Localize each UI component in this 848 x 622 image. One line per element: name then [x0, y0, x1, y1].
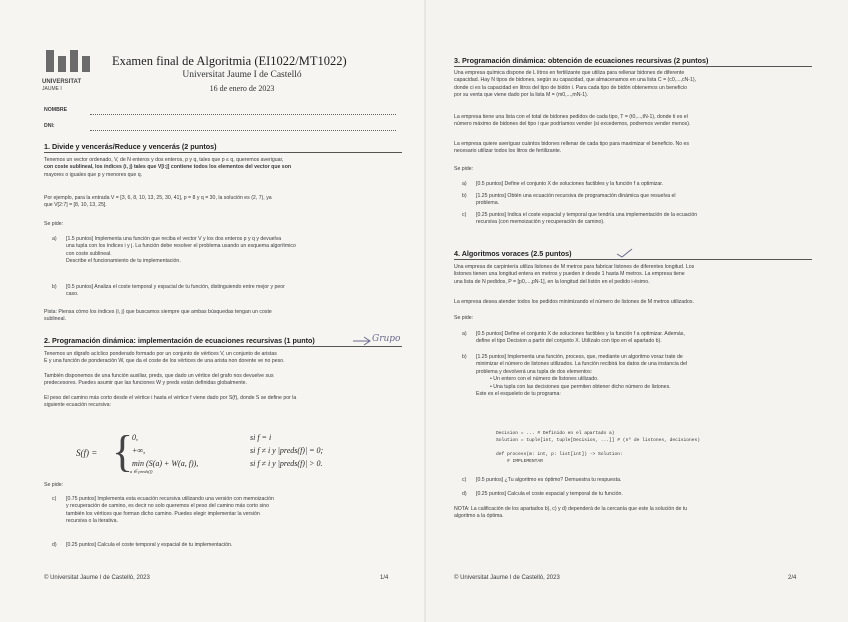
s2-line: siguiente ecuación recursiva:	[44, 402, 111, 409]
s2-paragraph-2	[44, 373, 404, 388]
s3-paragraph-2	[454, 114, 816, 129]
s4-paragraph	[454, 264, 816, 286]
logo-text-1: UNIVERSITAT	[42, 79, 82, 85]
footer-left: © Universitat Jaume I de Castelló, 2023	[44, 575, 150, 581]
s2-line: También disponemos de una función auxiliar, preds, que dado un vértice del grafo nos devuelve sus	[44, 373, 274, 379]
section-4-heading: 4. Algoritmos voraces (2.5 puntos)	[454, 249, 572, 258]
s1-note	[44, 309, 404, 324]
section-1-heading: 1. Divide y vencerás/Reduce y vencerás (2 puntos)	[44, 142, 217, 151]
s3-line: [1.25 puntos] Obtén una ecuación recursiva de programación dinámica que resuelva el	[476, 193, 676, 199]
equation-cond-2: si f ≠ i y |preds(f)| = 0;	[250, 446, 324, 455]
s4-line: define el tipo Decision a partir del conjunto X. Utilízalo con tipo en el apartado b).	[476, 338, 662, 345]
s4-bullet: • Un entero con el número de listones utilizado.	[490, 376, 599, 383]
section-2-rule	[44, 346, 402, 347]
dni-label: DNI:	[44, 123, 55, 129]
equation-case-3: min (S(a) + W(a, f)),	[132, 459, 199, 468]
s4-line: NOTA: La calificación de los apartados b), c) y d) dependerá de la cercanía que este la solución de tu	[454, 506, 688, 512]
s4-item-a	[476, 331, 816, 346]
s1-line: una tupla con los índices i y j. La función debe resolver el problema usando un esquema algorítmico	[66, 243, 296, 250]
s4-note	[454, 506, 816, 521]
section-4-rule	[454, 259, 812, 260]
s4-item-b-marker: b)	[462, 354, 467, 360]
s1-item-a-marker: a)	[52, 236, 57, 242]
s2-line: [0.75 puntos] Implementa esta ecuación recursiva utilizando una versión con memoización	[66, 496, 274, 502]
s4-item-d: [0.25 puntos] Calcula el coste espacial y temporal de tu función.	[476, 491, 623, 497]
s2-line: predecesores. Puedes asumir que las funciones W y preds están definidas globalmente.	[44, 380, 248, 387]
equation-case-1: 0,	[132, 433, 138, 442]
s1-item-b	[66, 284, 402, 299]
s4-item-a-marker: a)	[462, 331, 467, 337]
s2-paragraph-3	[44, 395, 404, 410]
s3-sepide: Se pide:	[454, 166, 474, 172]
s4-item-d-marker: d)	[462, 491, 467, 497]
name-label: NOMBRE	[44, 107, 68, 113]
code-line: Decision = ... # Definido en el apartado a)	[496, 431, 615, 436]
s1-line: Pista: Piensa cómo los índices (i, j) que buscamos siempre que ambas búsquedas tengan un coste	[44, 309, 272, 315]
equation-brace: {	[112, 427, 134, 476]
s3-paragraph-3	[454, 141, 816, 156]
s3-line: donde ci es la capacidad en litros del tipo de bidón i. Para cada tipo de bidón obtenemos un beneficio	[454, 84, 688, 91]
s2-item-c-marker: c)	[52, 496, 57, 502]
s1-line: que V[2:7] = [8, 10, 13, 25].	[44, 202, 107, 209]
s1-line: [1.5 puntos] Implementa una función que reciba el vector V y los dos enteros p y q y devuelva	[66, 236, 282, 242]
footer-left: © Universitat Jaume I de Castelló, 2023	[454, 575, 560, 581]
s1-line: caso.	[66, 291, 79, 298]
s3-item-a: [0.5 puntos] Define el conjunto X de soluciones factibles y la función f a optimizar.	[476, 181, 664, 187]
s4-line: una lista de N pedidos, P = [p0,...,pN-1], en la longitud del listón en el pedido i-ésimo.	[454, 278, 650, 285]
section-1-rule	[44, 152, 402, 153]
s2-line: también los vértices que forman dicho camino. Puedes elegir implementar la versión	[66, 510, 260, 517]
s1-line: con coste sublineal.	[66, 250, 112, 257]
s1-line: [0.5 puntos] Analiza el coste temporal y espacial de tu función, distinguiendo entre mejor y peor	[66, 284, 285, 290]
s4-line: minimizar el número de listones utilizados. La función recibirá los datos de una instancia del	[476, 361, 688, 368]
code-line: # IMPLEMENTAR	[496, 459, 543, 464]
s2-item-d-marker: d)	[52, 542, 57, 548]
handwritten-check-icon	[616, 248, 634, 258]
equation-case-2: +∞,	[132, 446, 146, 455]
section-3-rule	[454, 66, 812, 67]
s1-line: con coste sublineal, los índices (i, j) tales que V[i:j] contiene todos los elementos del vector que son	[44, 164, 292, 171]
handwritten-annotation: Grupo	[372, 334, 401, 344]
s2-line: El peso del camino más corto desde el vértice i hasta el vértice f viene dado por S(f), donde S se define por la	[44, 395, 297, 401]
dni-field[interactable]	[90, 129, 396, 131]
page-2	[426, 0, 848, 622]
s1-sepide: Se pide:	[44, 221, 64, 227]
s3-item-b	[476, 193, 816, 208]
s4-line: Este es el esqueleto de tu programa:	[476, 391, 561, 398]
s1-item-a	[66, 236, 402, 266]
code-line-blank	[496, 444, 816, 451]
s4-paragraph-2: La empresa desea atender todos los pedidos minimizando el número de listones de M metros utilizados.	[454, 299, 694, 305]
s1-line: Describe el funcionamiento de tu implementación.	[66, 258, 181, 265]
code-line: Solution = tuple[int, tuple[Decision, ...]] # (nº de listones, decisiones)	[496, 438, 700, 443]
s3-paragraph	[454, 70, 816, 100]
s2-item-d: [0.25 puntos] Calcula el coste temporal y espacial de tu implementación.	[66, 542, 233, 548]
footer-page-number: 2/4	[788, 575, 797, 581]
s3-line: problema.	[476, 200, 500, 207]
s4-item-c-marker: c)	[462, 477, 467, 483]
s2-paragraph	[44, 351, 404, 366]
s3-item-b-marker: b)	[462, 193, 467, 199]
s3-item-a-marker: a)	[462, 181, 467, 187]
code-skeleton	[496, 430, 816, 465]
s2-sepide: Se pide:	[44, 482, 64, 488]
section-2-heading: 2. Programación dinámica: implementación de ecuaciones recursivas (1 punto)	[44, 336, 315, 345]
s3-item-c	[476, 212, 816, 227]
s3-line: recursiva (con memoización y recuperación de camino).	[476, 219, 605, 226]
s4-sepide: Se pide:	[454, 315, 474, 321]
s3-line: número máximo de bidones del tipo i que podríamos vender (si excedemos, podremos vender menos).	[454, 121, 691, 128]
s2-line: recursiva o la iterativa.	[66, 518, 118, 525]
s2-line: Tenemos un digrafo acíclico ponderado formado por un conjunto de vértices V, un conjunto de aristas	[44, 351, 277, 357]
s3-line: Una empresa química dispone de L litros en fertilizante que utiliza para rellenar bidones de diferente	[454, 70, 685, 76]
page-title: Examen final de Algoritmia (EI1022/MT1022)	[112, 54, 347, 68]
s2-line: y recuperación de camino, es decir no solo queremos el peso del camino más corto sino	[66, 503, 269, 510]
s3-line: necesario utilizar todos los litros de fertilizante.	[454, 148, 562, 155]
university-name: Universitat Jaume I de Castelló	[182, 70, 302, 80]
s4-item-b	[476, 354, 816, 398]
s4-line: Una empresa de carpintería utiliza listones de M metros para fabricar listones de diferentes longitud. Los	[454, 264, 695, 270]
logo-text-2: JAUME I	[42, 86, 62, 92]
s1-item-b-marker: b)	[52, 284, 57, 290]
s1-example	[44, 195, 404, 210]
s4-item-c: [0.5 puntos] ¿Tu algoritmo es óptimo? Demuestra tu respuesta.	[476, 477, 622, 483]
s4-line: [0.5 puntos] Define el conjunto X de soluciones factibles y la función f a optimizar. Además,	[476, 331, 685, 337]
equation-cond-1: si f = i	[250, 433, 272, 442]
s3-line: La empresa tiene una lista con el total de bidones pedidos de cada tipo, T = (t0,...,tN-1), donde ti es el	[454, 114, 688, 120]
s4-line: listones tienen una longitud entera en metros y pueden ir desde 1 hasta M metros. La empresa tiene	[454, 271, 685, 278]
s4-line: algoritmo a la óptima.	[454, 513, 504, 520]
s2-line: E y una función de ponderación W, que da el coste de los vértices de una arista non dorente ve no peso.	[44, 358, 285, 365]
equation-lhs: S(f) =	[76, 448, 98, 458]
equation	[76, 427, 406, 482]
footer-page-number: 1/4	[380, 575, 389, 581]
s3-item-c-marker: c)	[462, 212, 467, 218]
s1-line: Tenemos un vector ordenado, V, de N enteros y dos enteros, p y q, tales que p ≤ q, queremos averiguar,	[44, 157, 284, 163]
exam-date: 16 de enero de 2023	[209, 84, 275, 93]
s3-line: por su venta que viene dado por la lista M = (m0,...,mN-1).	[454, 92, 589, 99]
s4-line: [1.25 puntos] Implementa una función, process, que, mediante un algoritmo voraz trate de	[476, 354, 683, 360]
equation-case-3-sub: a ∈ preds(f)	[130, 469, 153, 474]
handwritten-arrow	[352, 336, 374, 346]
s3-line: capacidad. Hay N tipos de bidones, según su capacidad, que almacenamos en una lista C = (c0,...,cN-1),	[454, 77, 697, 84]
s4-line: problema y devolverá una tupla de dos elementos:	[476, 368, 593, 375]
s2-item-c	[66, 496, 402, 526]
s4-bullet: • Una tupla con las decisiones que permiten obtener dicho número de listones.	[490, 383, 671, 390]
s3-line: [0.25 puntos] Indica el coste espacial y temporal que tendría una implementación de la ecuación	[476, 212, 698, 218]
s1-line: mayores o iguales que p y menores que q.	[44, 171, 143, 178]
s1-line: sublineal.	[44, 316, 66, 323]
s3-line: La empresa quiere averiguar cuántos bidones rellenar de cada tipo para maximizar el beneficio. No es	[454, 141, 690, 147]
section-3-heading: 3. Programación dinámica: obtención de ecuaciones recursivas (2 puntos)	[454, 56, 709, 65]
name-field[interactable]	[90, 113, 396, 115]
equation-cond-3: si f ≠ i y |preds(f)| > 0.	[250, 459, 323, 468]
code-line: def process(m: int, p: list[int]) -> Solution:	[496, 452, 623, 457]
s1-paragraph	[44, 157, 404, 179]
s1-line: Por ejemplo, para la entrada V = [3, 6, 8, 10, 13, 25, 30, 41], p = 8 y q = 30, la solución es (2, 7), ya	[44, 195, 272, 201]
